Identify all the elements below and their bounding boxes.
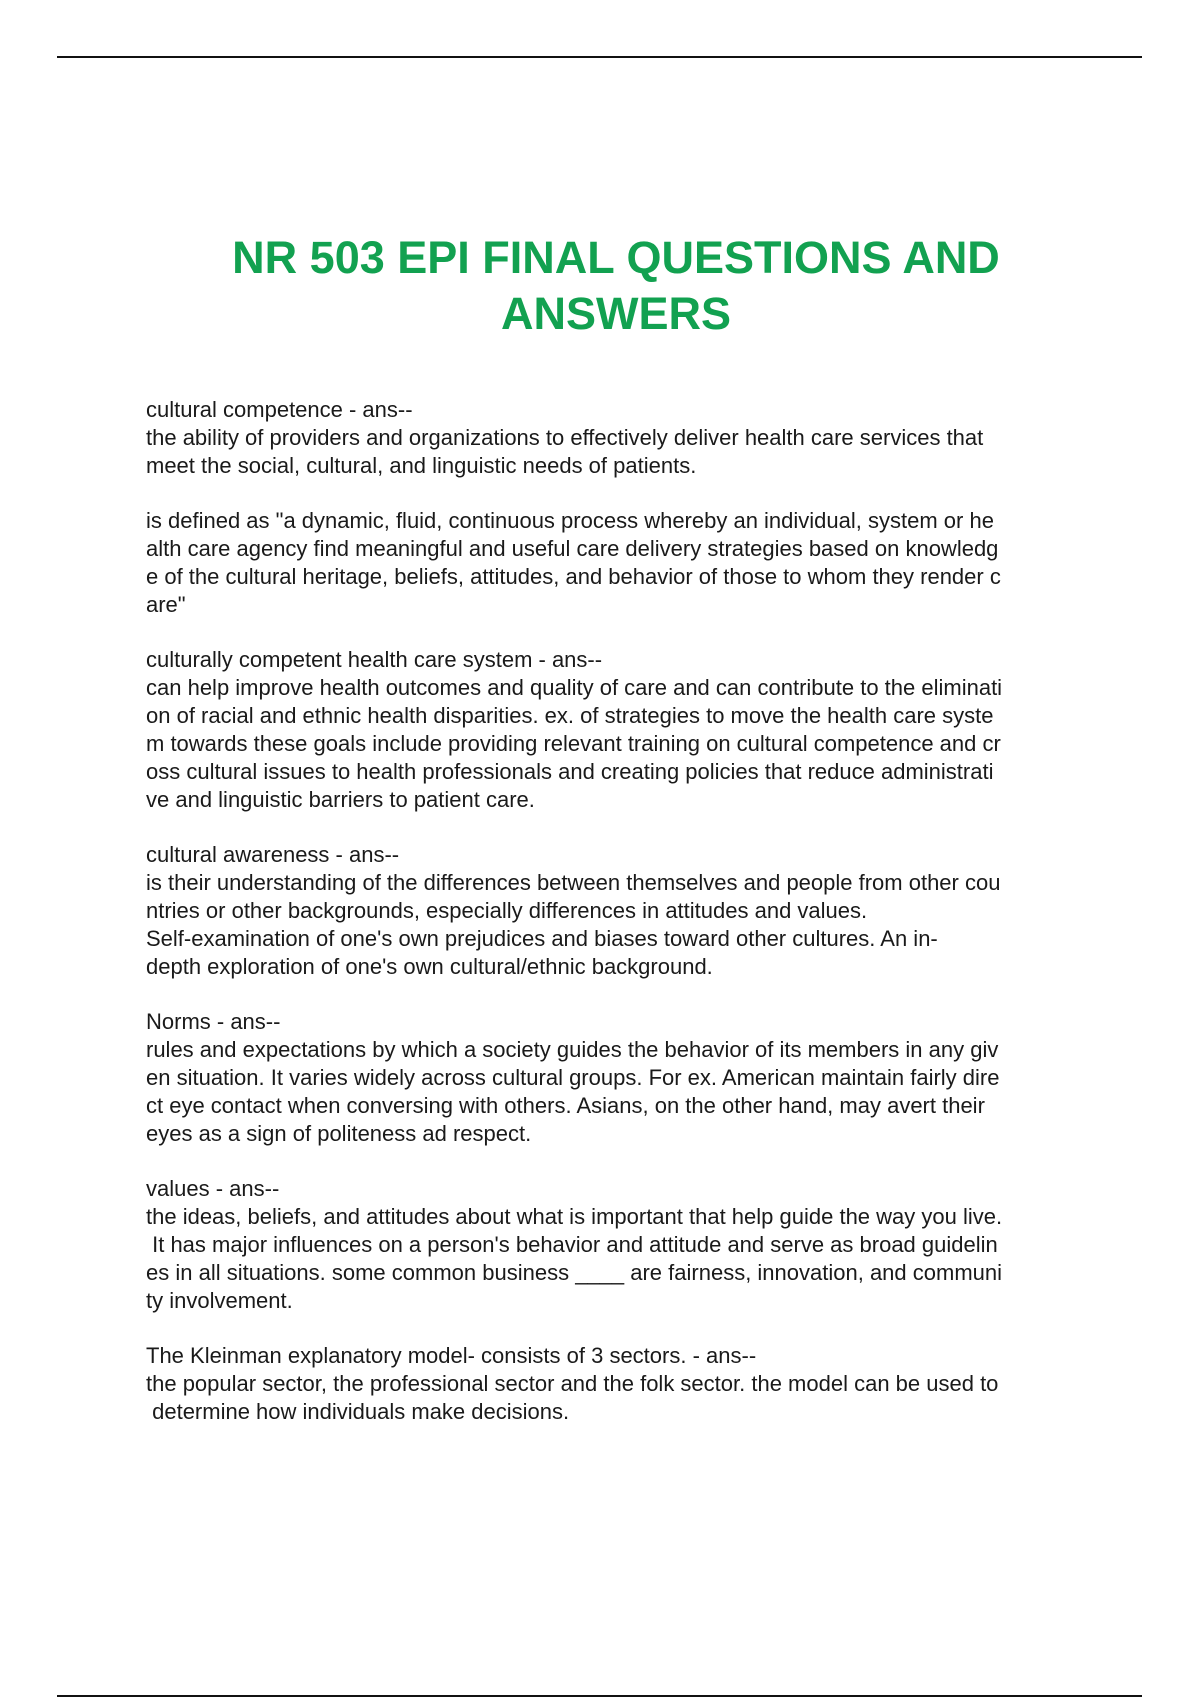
page-title-line: NR 503 EPI FINAL QUESTIONS AND bbox=[232, 232, 1000, 284]
qa-term-line: values - ans-- bbox=[146, 1176, 280, 1201]
qa-text-line: e of the cultural heritage, beliefs, attitudes, and behavior of those to whom they render c bbox=[146, 564, 1001, 589]
qa-text-line: ntries or other backgrounds, especially differences in attitudes and values. bbox=[146, 898, 868, 923]
qa-block bbox=[146, 1008, 1096, 1148]
footer-rule bbox=[57, 1695, 1142, 1697]
qa-block bbox=[146, 396, 1096, 480]
page-title-line: ANSWERS bbox=[500, 288, 731, 340]
qa-text-line: It has major influences on a person's behavior and attitude and serve as broad guidelin bbox=[146, 1232, 998, 1257]
qa-text-line: en situation. It varies widely across cultural groups. For ex. American maintain fairly dire bbox=[146, 1065, 1000, 1090]
qa-text-line: the popular sector, the professional sector and the folk sector. the model can be used to bbox=[146, 1371, 999, 1396]
qa-text-line: eyes as a sign of politeness ad respect. bbox=[146, 1121, 532, 1146]
qa-text-line: alth care agency find meaningful and useful care delivery strategies based on knowledg bbox=[146, 536, 999, 561]
qa-text-line: oss cultural issues to health professionals and creating policies that reduce administrati bbox=[146, 759, 994, 784]
qa-term-line: culturally competent health care system - ans-- bbox=[146, 647, 603, 672]
qa-block bbox=[146, 646, 1096, 814]
qa-text-line: on of racial and ethnic health disparities. ex. of strategies to move the health care syste bbox=[146, 703, 994, 728]
qa-text-line: the ability of providers and organizations to effectively deliver health care services that bbox=[146, 425, 984, 450]
header-rule bbox=[57, 56, 1142, 58]
qa-text-line: es in all situations. some common business ____ are fairness, innovation, and communi bbox=[146, 1260, 1003, 1285]
qa-text-line: meet the social, cultural, and linguistic needs of patients. bbox=[146, 453, 697, 478]
qa-block bbox=[146, 507, 1096, 619]
qa-block bbox=[146, 1175, 1096, 1315]
qa-text-line: ve and linguistic barriers to patient care. bbox=[146, 787, 535, 812]
qa-text-line: the ideas, beliefs, and attitudes about what is important that help guide the way you live. bbox=[146, 1204, 1003, 1229]
qa-text-line: rules and expectations by which a society guides the behavior of its members in any giv bbox=[146, 1037, 999, 1062]
page-title bbox=[0, 230, 1200, 342]
document-body bbox=[146, 396, 1096, 1453]
qa-text-line: depth exploration of one's own cultural/ethnic background. bbox=[146, 954, 713, 979]
qa-text-line: determine how individuals make decisions. bbox=[146, 1399, 570, 1424]
qa-block bbox=[146, 841, 1096, 981]
qa-text-line: ct eye contact when conversing with others. Asians, on the other hand, may avert their bbox=[146, 1093, 985, 1118]
qa-text-line: m towards these goals include providing relevant training on cultural competence and cr bbox=[146, 731, 1001, 756]
qa-text-line: are" bbox=[146, 592, 186, 617]
qa-text-line: Self-examination of one's own prejudices and biases toward other cultures. An in- bbox=[146, 926, 938, 951]
qa-term-line: Norms - ans-- bbox=[146, 1009, 281, 1034]
qa-text-line: is their understanding of the differences between themselves and people from other cou bbox=[146, 870, 1001, 895]
qa-text-line: can help improve health outcomes and quality of care and can contribute to the eliminati bbox=[146, 675, 1003, 700]
qa-term-line: cultural awareness - ans-- bbox=[146, 842, 400, 867]
qa-text-line: is defined as "a dynamic, fluid, continuous process whereby an individual, system or he bbox=[146, 508, 994, 533]
qa-term-line: The Kleinman explanatory model- consists of 3 sectors. - ans-- bbox=[146, 1343, 757, 1368]
qa-block bbox=[146, 1342, 1096, 1426]
qa-text-line: ty involvement. bbox=[146, 1288, 293, 1313]
qa-term-line: cultural competence - ans-- bbox=[146, 397, 413, 422]
